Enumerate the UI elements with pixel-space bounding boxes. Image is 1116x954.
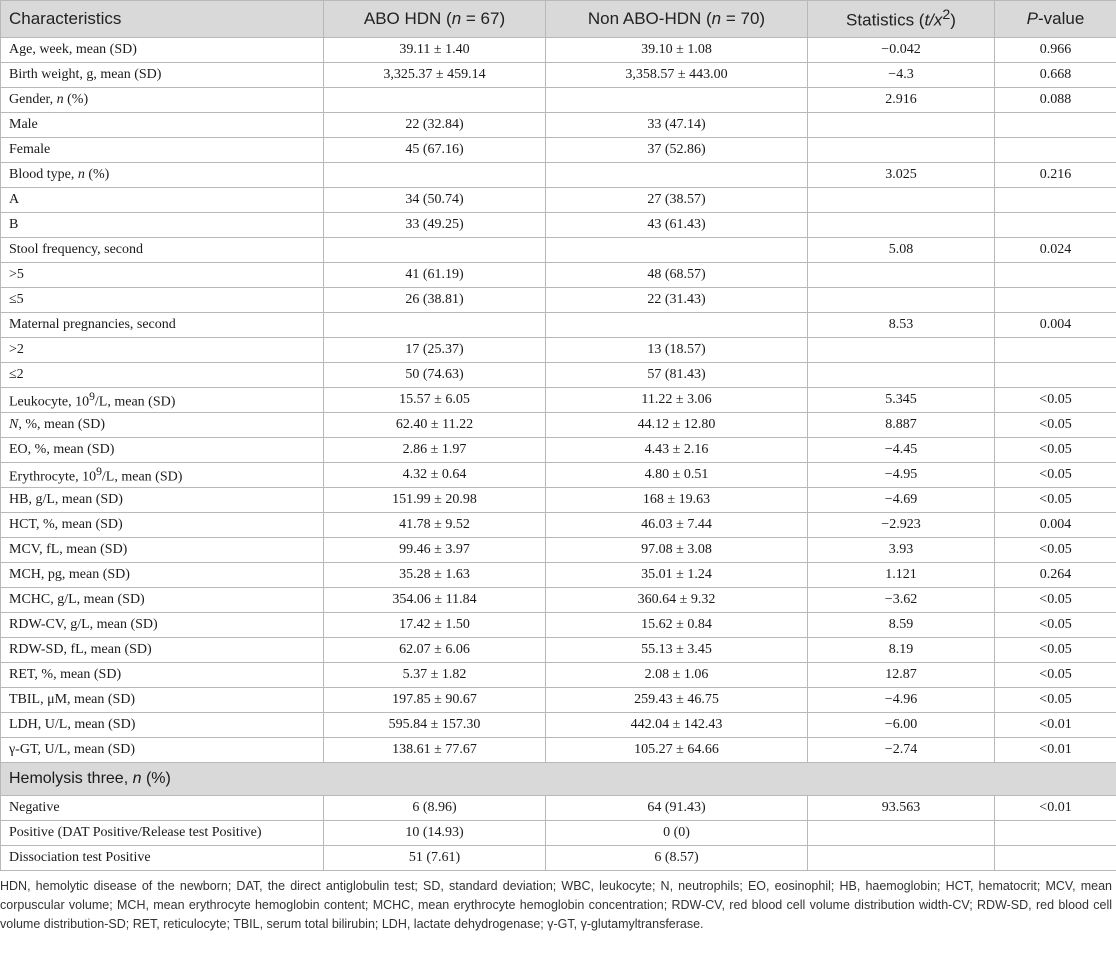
table-row: [1, 613, 1116, 638]
row-label: Birth weight, g, mean (SD): [1, 63, 324, 88]
non-abo-value: 2.08 ± 1.06: [546, 663, 808, 688]
abo-value: 595.84 ± 157.30: [324, 713, 546, 738]
header-abo-hdn: ABO HDN (n = 67): [324, 1, 546, 38]
row-label: HB, g/L, mean (SD): [1, 488, 324, 513]
statistic-value: [808, 846, 995, 871]
statistic-value: −2.923: [808, 513, 995, 538]
row-label: MCHC, g/L, mean (SD): [1, 588, 324, 613]
row-label: Dissociation test Positive: [1, 846, 324, 871]
table-row: [1, 738, 1116, 763]
row-label: Age, week, mean (SD): [1, 38, 324, 63]
statistic-value: 93.563: [808, 796, 995, 821]
row-label: γ-GT, U/L, mean (SD): [1, 738, 324, 763]
p-value: 0.004: [995, 313, 1116, 338]
abo-value: 151.99 ± 20.98: [324, 488, 546, 513]
statistic-value: −2.74: [808, 738, 995, 763]
non-abo-value: 27 (38.57): [546, 188, 808, 213]
table-row: [1, 313, 1116, 338]
p-value: [995, 213, 1116, 238]
p-value: <0.01: [995, 713, 1116, 738]
statistic-value: 8.59: [808, 613, 995, 638]
non-abo-value: 105.27 ± 64.66: [546, 738, 808, 763]
statistic-value: [808, 213, 995, 238]
non-abo-value: 0 (0): [546, 821, 808, 846]
abo-value: 22 (32.84): [324, 113, 546, 138]
p-value: 0.024: [995, 238, 1116, 263]
abo-value: 10 (14.93): [324, 821, 546, 846]
non-abo-value: 360.64 ± 9.32: [546, 588, 808, 613]
table-row: [1, 88, 1116, 113]
abo-value: 17 (25.37): [324, 338, 546, 363]
header-p-value: P-value: [995, 1, 1116, 38]
table-row: [1, 713, 1116, 738]
abo-value: 354.06 ± 11.84: [324, 588, 546, 613]
non-abo-value: 22 (31.43): [546, 288, 808, 313]
p-value: <0.05: [995, 388, 1116, 413]
p-value: <0.05: [995, 463, 1116, 488]
abo-value: 45 (67.16): [324, 138, 546, 163]
abo-value: 138.61 ± 77.67: [324, 738, 546, 763]
table-row: [1, 513, 1116, 538]
row-label: A: [1, 188, 324, 213]
row-label: LDH, U/L, mean (SD): [1, 713, 324, 738]
table-row: [1, 238, 1116, 263]
table-row: [1, 163, 1116, 188]
row-label: >2: [1, 338, 324, 363]
header-non-abo-hdn: Non ABO-HDN (n = 70): [546, 1, 808, 38]
abo-value: [324, 238, 546, 263]
p-value: <0.05: [995, 688, 1116, 713]
non-abo-value: 48 (68.57): [546, 263, 808, 288]
p-value: <0.01: [995, 738, 1116, 763]
row-label: Gender, n (%): [1, 88, 324, 113]
row-label: N, %, mean (SD): [1, 413, 324, 438]
non-abo-value: 11.22 ± 3.06: [546, 388, 808, 413]
statistic-value: −6.00: [808, 713, 995, 738]
row-label: MCH, pg, mean (SD): [1, 563, 324, 588]
header-characteristics: Characteristics: [1, 1, 324, 38]
row-label: RET, %, mean (SD): [1, 663, 324, 688]
statistic-value: [808, 338, 995, 363]
table-row: [1, 63, 1116, 88]
row-label: Positive (DAT Positive/Release test Positive): [1, 821, 324, 846]
p-value: 0.668: [995, 63, 1116, 88]
table-row: [1, 288, 1116, 313]
non-abo-value: 259.43 ± 46.75: [546, 688, 808, 713]
table-row: [1, 388, 1116, 413]
row-label: HCT, %, mean (SD): [1, 513, 324, 538]
statistic-value: 8.887: [808, 413, 995, 438]
abo-value: 5.37 ± 1.82: [324, 663, 546, 688]
statistic-value: 8.53: [808, 313, 995, 338]
non-abo-value: 46.03 ± 7.44: [546, 513, 808, 538]
abo-value: 41 (61.19): [324, 263, 546, 288]
statistic-value: −4.3: [808, 63, 995, 88]
row-label: B: [1, 213, 324, 238]
non-abo-value: 39.10 ± 1.08: [546, 38, 808, 63]
p-value: <0.05: [995, 488, 1116, 513]
abo-value: 4.32 ± 0.64: [324, 463, 546, 488]
row-label: RDW-SD, fL, mean (SD): [1, 638, 324, 663]
abo-value: 62.07 ± 6.06: [324, 638, 546, 663]
statistic-value: −3.62: [808, 588, 995, 613]
p-value: [995, 363, 1116, 388]
p-value: 0.966: [995, 38, 1116, 63]
statistic-value: [808, 821, 995, 846]
non-abo-value: [546, 163, 808, 188]
statistic-value: [808, 138, 995, 163]
statistic-value: [808, 288, 995, 313]
table-row: [1, 413, 1116, 438]
non-abo-value: 6 (8.57): [546, 846, 808, 871]
abo-value: [324, 163, 546, 188]
row-label: ≤2: [1, 363, 324, 388]
abo-value: 50 (74.63): [324, 363, 546, 388]
statistic-value: [808, 188, 995, 213]
statistic-value: 8.19: [808, 638, 995, 663]
non-abo-value: 4.80 ± 0.51: [546, 463, 808, 488]
p-value: [995, 263, 1116, 288]
row-label: Maternal pregnancies, second: [1, 313, 324, 338]
non-abo-value: 55.13 ± 3.45: [546, 638, 808, 663]
non-abo-value: 13 (18.57): [546, 338, 808, 363]
statistic-value: 3.025: [808, 163, 995, 188]
row-label: Stool frequency, second: [1, 238, 324, 263]
non-abo-value: 97.08 ± 3.08: [546, 538, 808, 563]
p-value: <0.01: [995, 796, 1116, 821]
abo-value: 3,325.37 ± 459.14: [324, 63, 546, 88]
row-label: TBIL, μM, mean (SD): [1, 688, 324, 713]
abo-value: 51 (7.61): [324, 846, 546, 871]
p-value: 0.216: [995, 163, 1116, 188]
non-abo-value: 37 (52.86): [546, 138, 808, 163]
table-row: [1, 821, 1116, 846]
statistic-value: −0.042: [808, 38, 995, 63]
statistic-value: 5.345: [808, 388, 995, 413]
table-row: [1, 263, 1116, 288]
table-row: [1, 563, 1116, 588]
table-header-row: [1, 1, 1116, 38]
p-value: [995, 288, 1116, 313]
table-footnote: HDN, hemolytic disease of the newborn; DAT, the direct antiglobulin test; SD, standard deviation; WBC, leukocyte; N, neutrophils; EO, eosinophil; HB, haemoglobin; HCT, hematocrit; MCV, mean corpuscular volume; MCH, mean erythrocyte hemoglobin content; MCHC, mean erythrocyte hemoglobin concentration; RDW-CV, red blood cell volume distribution width-CV; RDW-SD, red blood cell volume distribution-SD; RET, reticulocyte; TBIL, serum total bilirubin; LDH, lactate dehydrogenase; γ-GT, γ-glutamyltransferase.: [0, 879, 1112, 931]
p-value: <0.05: [995, 538, 1116, 563]
p-value: [995, 846, 1116, 871]
p-value: 0.088: [995, 88, 1116, 113]
p-value: [995, 338, 1116, 363]
abo-value: 197.85 ± 90.67: [324, 688, 546, 713]
p-value: [995, 188, 1116, 213]
row-label: Leukocyte, $10^9/L$, mean (SD): [1, 388, 324, 413]
statistic-value: [808, 113, 995, 138]
p-value: 0.264: [995, 563, 1116, 588]
statistic-value: −4.95: [808, 463, 995, 488]
statistic-value: 3.93: [808, 538, 995, 563]
row-label: RDW-CV, g/L, mean (SD): [1, 613, 324, 638]
non-abo-value: 43 (61.43): [546, 213, 808, 238]
non-abo-value: [546, 88, 808, 113]
statistic-value: −4.96: [808, 688, 995, 713]
non-abo-value: 4.43 ± 2.16: [546, 438, 808, 463]
abo-value: 41.78 ± 9.52: [324, 513, 546, 538]
section-title: Hemolysis three, n (%): [1, 763, 1116, 796]
abo-value: 35.28 ± 1.63: [324, 563, 546, 588]
table-row: [1, 846, 1116, 871]
table-row: [1, 463, 1116, 488]
non-abo-value: 442.04 ± 142.43: [546, 713, 808, 738]
statistic-value: 12.87: [808, 663, 995, 688]
table-row: [1, 188, 1116, 213]
statistic-value: 2.916: [808, 88, 995, 113]
abo-value: [324, 313, 546, 338]
row-label: ≤5: [1, 288, 324, 313]
abo-value: 2.86 ± 1.97: [324, 438, 546, 463]
p-value: [995, 821, 1116, 846]
table-row: [1, 113, 1116, 138]
table-row: [1, 588, 1116, 613]
table-row: [1, 438, 1116, 463]
non-abo-value: 168 ± 19.63: [546, 488, 808, 513]
abo-value: 34 (50.74): [324, 188, 546, 213]
row-label: Negative: [1, 796, 324, 821]
row-label: MCV, fL, mean (SD): [1, 538, 324, 563]
statistic-value: −4.69: [808, 488, 995, 513]
non-abo-value: 57 (81.43): [546, 363, 808, 388]
non-abo-value: 3,358.57 ± 443.00: [546, 63, 808, 88]
p-value: [995, 138, 1116, 163]
row-label: Blood type, n (%): [1, 163, 324, 188]
table-row: [1, 38, 1116, 63]
p-value: <0.05: [995, 588, 1116, 613]
row-label: Female: [1, 138, 324, 163]
row-label: >5: [1, 263, 324, 288]
non-abo-value: [546, 313, 808, 338]
non-abo-value: 64 (91.43): [546, 796, 808, 821]
non-abo-value: 33 (47.14): [546, 113, 808, 138]
statistic-value: 5.08: [808, 238, 995, 263]
p-value: <0.05: [995, 638, 1116, 663]
statistic-value: [808, 263, 995, 288]
statistic-value: −4.45: [808, 438, 995, 463]
abo-value: 6 (8.96): [324, 796, 546, 821]
table-row: [1, 213, 1116, 238]
header-statistics: Statistics $(t/x^2)$: [808, 1, 995, 38]
table-row: [1, 488, 1116, 513]
table-row: [1, 338, 1116, 363]
abo-value: 62.40 ± 11.22: [324, 413, 546, 438]
statistic-value: [808, 363, 995, 388]
non-abo-value: [546, 238, 808, 263]
abo-value: [324, 88, 546, 113]
row-label: Erythrocyte, $10^9/L$, mean (SD): [1, 463, 324, 488]
abo-value: 99.46 ± 3.97: [324, 538, 546, 563]
p-value: <0.05: [995, 413, 1116, 438]
table-row: [1, 638, 1116, 663]
abo-value: 17.42 ± 1.50: [324, 613, 546, 638]
p-value: <0.05: [995, 438, 1116, 463]
table-row: [1, 538, 1116, 563]
p-value: <0.05: [995, 663, 1116, 688]
abo-value: 15.57 ± 6.05: [324, 388, 546, 413]
abo-value: 39.11 ± 1.40: [324, 38, 546, 63]
table-row: [1, 138, 1116, 163]
non-abo-value: 35.01 ± 1.24: [546, 563, 808, 588]
table-row: [1, 796, 1116, 821]
abo-value: 33 (49.25): [324, 213, 546, 238]
non-abo-value: 15.62 ± 0.84: [546, 613, 808, 638]
p-value: 0.004: [995, 513, 1116, 538]
table-row: [1, 688, 1116, 713]
p-value: [995, 113, 1116, 138]
abo-value: 26 (38.81): [324, 288, 546, 313]
table-row: [1, 363, 1116, 388]
table-row: [1, 663, 1116, 688]
statistic-value: 1.121: [808, 563, 995, 588]
p-value: <0.05: [995, 613, 1116, 638]
section-header-hemolysis: [1, 763, 1116, 796]
row-label: Male: [1, 113, 324, 138]
row-label: EO, %, mean (SD): [1, 438, 324, 463]
non-abo-value: 44.12 ± 12.80: [546, 413, 808, 438]
